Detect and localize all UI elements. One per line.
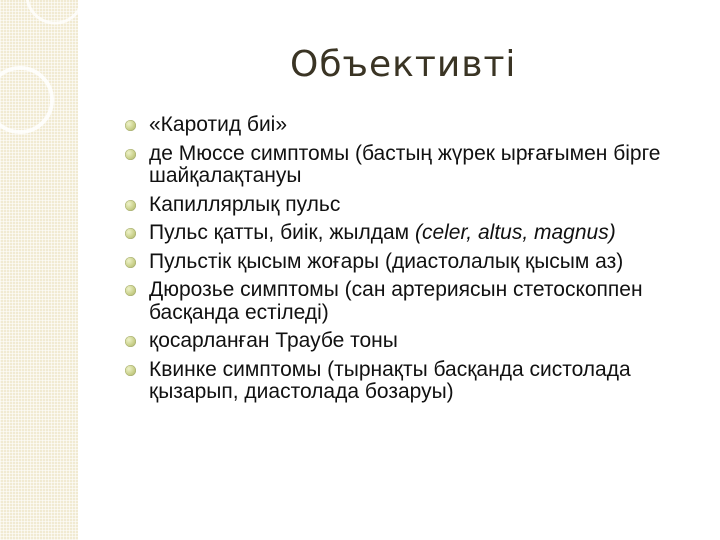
bullet-dot-icon	[125, 365, 136, 376]
list-item-text: қосарланған Траубе тоны	[149, 329, 398, 352]
list-item-text: Квинке симптомы (тырнақты басқанда систолада қызарып, диастолада бозаруы)	[149, 357, 631, 403]
bullet-dot-icon	[125, 336, 136, 347]
list-item	[125, 143, 705, 188]
list-item	[125, 194, 705, 217]
list-item-text: Капиллярлық пульс	[149, 192, 341, 216]
bullet-dot-icon	[125, 149, 136, 160]
list-item-text: Пульс қатты, биік, жылдам	[149, 221, 415, 244]
decorative-circles	[0, 0, 78, 540]
list-item	[125, 330, 705, 353]
list-item-latin-text: (celer, altus, magnus)	[414, 221, 616, 244]
decorative-side-band	[0, 0, 78, 540]
bullet-dot-icon	[125, 257, 136, 268]
list-item	[125, 251, 705, 274]
list-item	[125, 359, 705, 404]
list-item	[125, 279, 705, 324]
bullet-dot-icon	[125, 228, 136, 239]
list-item-text: Пульстік қысым жоғары (диастолалық қысым аз)	[149, 249, 624, 273]
slide-title: Объективті	[290, 44, 517, 85]
bullet-list	[125, 114, 705, 404]
list-item-text: «Каротид биі»	[149, 113, 288, 136]
bullet-dot-icon	[125, 285, 136, 296]
list-item	[125, 114, 705, 137]
list-item	[125, 222, 705, 245]
slide-content	[125, 114, 705, 410]
list-item-text: Дюрозье симптомы (сан артериясын стетоскоппен басқанда естіледі)	[149, 278, 643, 324]
list-item-text: де Мюссе симптомы (бастың жүрек ырғағымен бірге шайқалақтануы	[149, 141, 661, 187]
bullet-dot-icon	[125, 200, 136, 211]
bullet-dot-icon	[125, 120, 136, 131]
